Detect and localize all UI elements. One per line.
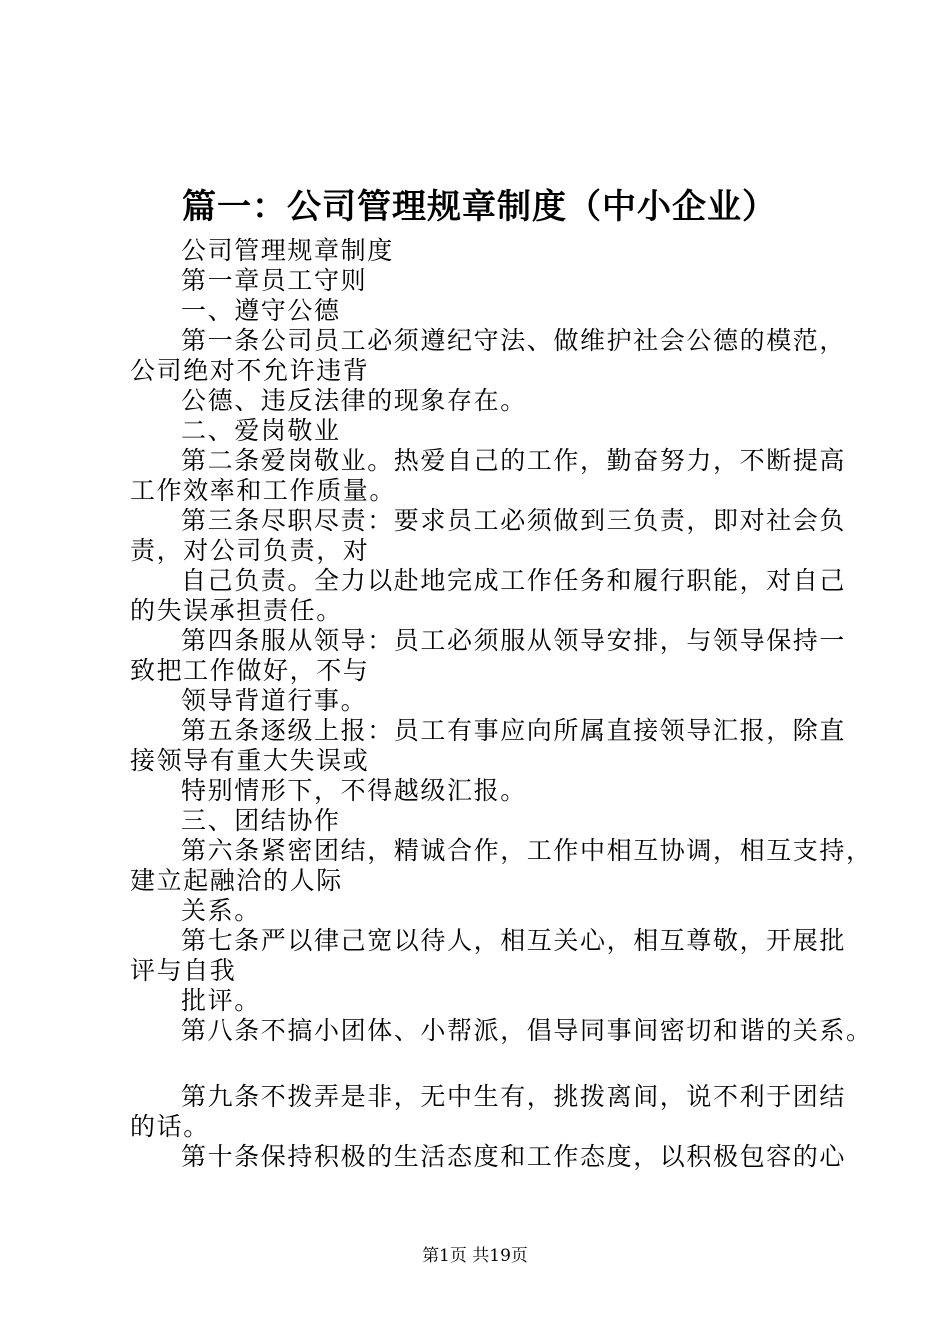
section-heading: 三、团结协作: [181, 806, 341, 835]
paragraph-line: 自己负责。全力以赴地完成工作任务和履行职能，对自己: [181, 566, 847, 595]
paragraph-line: 第九条不拨弄是非，无中生有，挑拨离间，说不利于团结: [181, 1082, 847, 1111]
paragraph-line: 工作效率和工作质量。: [130, 476, 397, 505]
paragraph-line: 第六条紧密团结，精诚合作，工作中相互协调，相互支持，: [181, 836, 873, 865]
paragraph-line: 第七条严以律己宽以待人，相互关心，相互尊敬，开展批: [181, 926, 847, 955]
document-title: 篇一：公司管理规章制度（中小企业）: [182, 187, 777, 227]
paragraph-line: 第一条公司员工必须遵纪守法、做维护社会公德的模范，: [181, 326, 847, 355]
blank-line: [130, 1046, 850, 1082]
page-footer: 第1页 共19页: [422, 1246, 528, 1266]
paragraph-line: 致把工作做好，不与: [130, 656, 370, 685]
heading-regulations: 公司管理规章制度: [181, 236, 394, 265]
document-body: [130, 236, 873, 1172]
paragraph-line: 的话。: [130, 1112, 210, 1141]
paragraph-line: 第二条爱岗敬业。热爱自己的工作，勤奋努力，不断提高: [181, 446, 847, 475]
paragraph-line: 第十条保持积极的生活态度和工作态度，以积极包容的心: [181, 1142, 847, 1171]
paragraph-line: 第八条不搞小团体、小帮派，倡导同事间密切和谐的关系。: [181, 1016, 873, 1045]
paragraph-line: 接领导有重大失误或: [130, 746, 370, 775]
paragraph-line: 第五条逐级上报：员工有事应向所属直接领导汇报，除直: [181, 716, 847, 745]
paragraph-line: 公司绝对不允许违背: [130, 356, 370, 385]
paragraph-line: 批评。: [181, 986, 261, 1015]
paragraph-line: 的失误承担责任。: [130, 596, 343, 625]
section-heading: 二、爱岗敬业: [181, 416, 341, 445]
section-heading: 一、遵守公德: [181, 296, 341, 325]
paragraph-line: 第三条尽职尽责：要求员工必须做到三负责，即对社会负: [181, 506, 847, 535]
paragraph-line: 评与自我: [130, 956, 237, 985]
paragraph-line: 特别情形下，不得越级汇报。: [181, 776, 527, 805]
paragraph-line: 责，对公司负责，对: [130, 536, 370, 565]
paragraph-line: 关系。: [181, 896, 261, 925]
chapter-heading: 第一章员工守则: [181, 266, 368, 295]
paragraph-line: 领导背道行事。: [181, 686, 368, 715]
paragraph-line: 建立起融洽的人际: [130, 866, 343, 895]
paragraph-line: 第四条服从领导：员工必须服从领导安排，与领导保持一: [181, 626, 847, 655]
paragraph-line: 公德、违反法律的现象存在。: [181, 386, 527, 415]
